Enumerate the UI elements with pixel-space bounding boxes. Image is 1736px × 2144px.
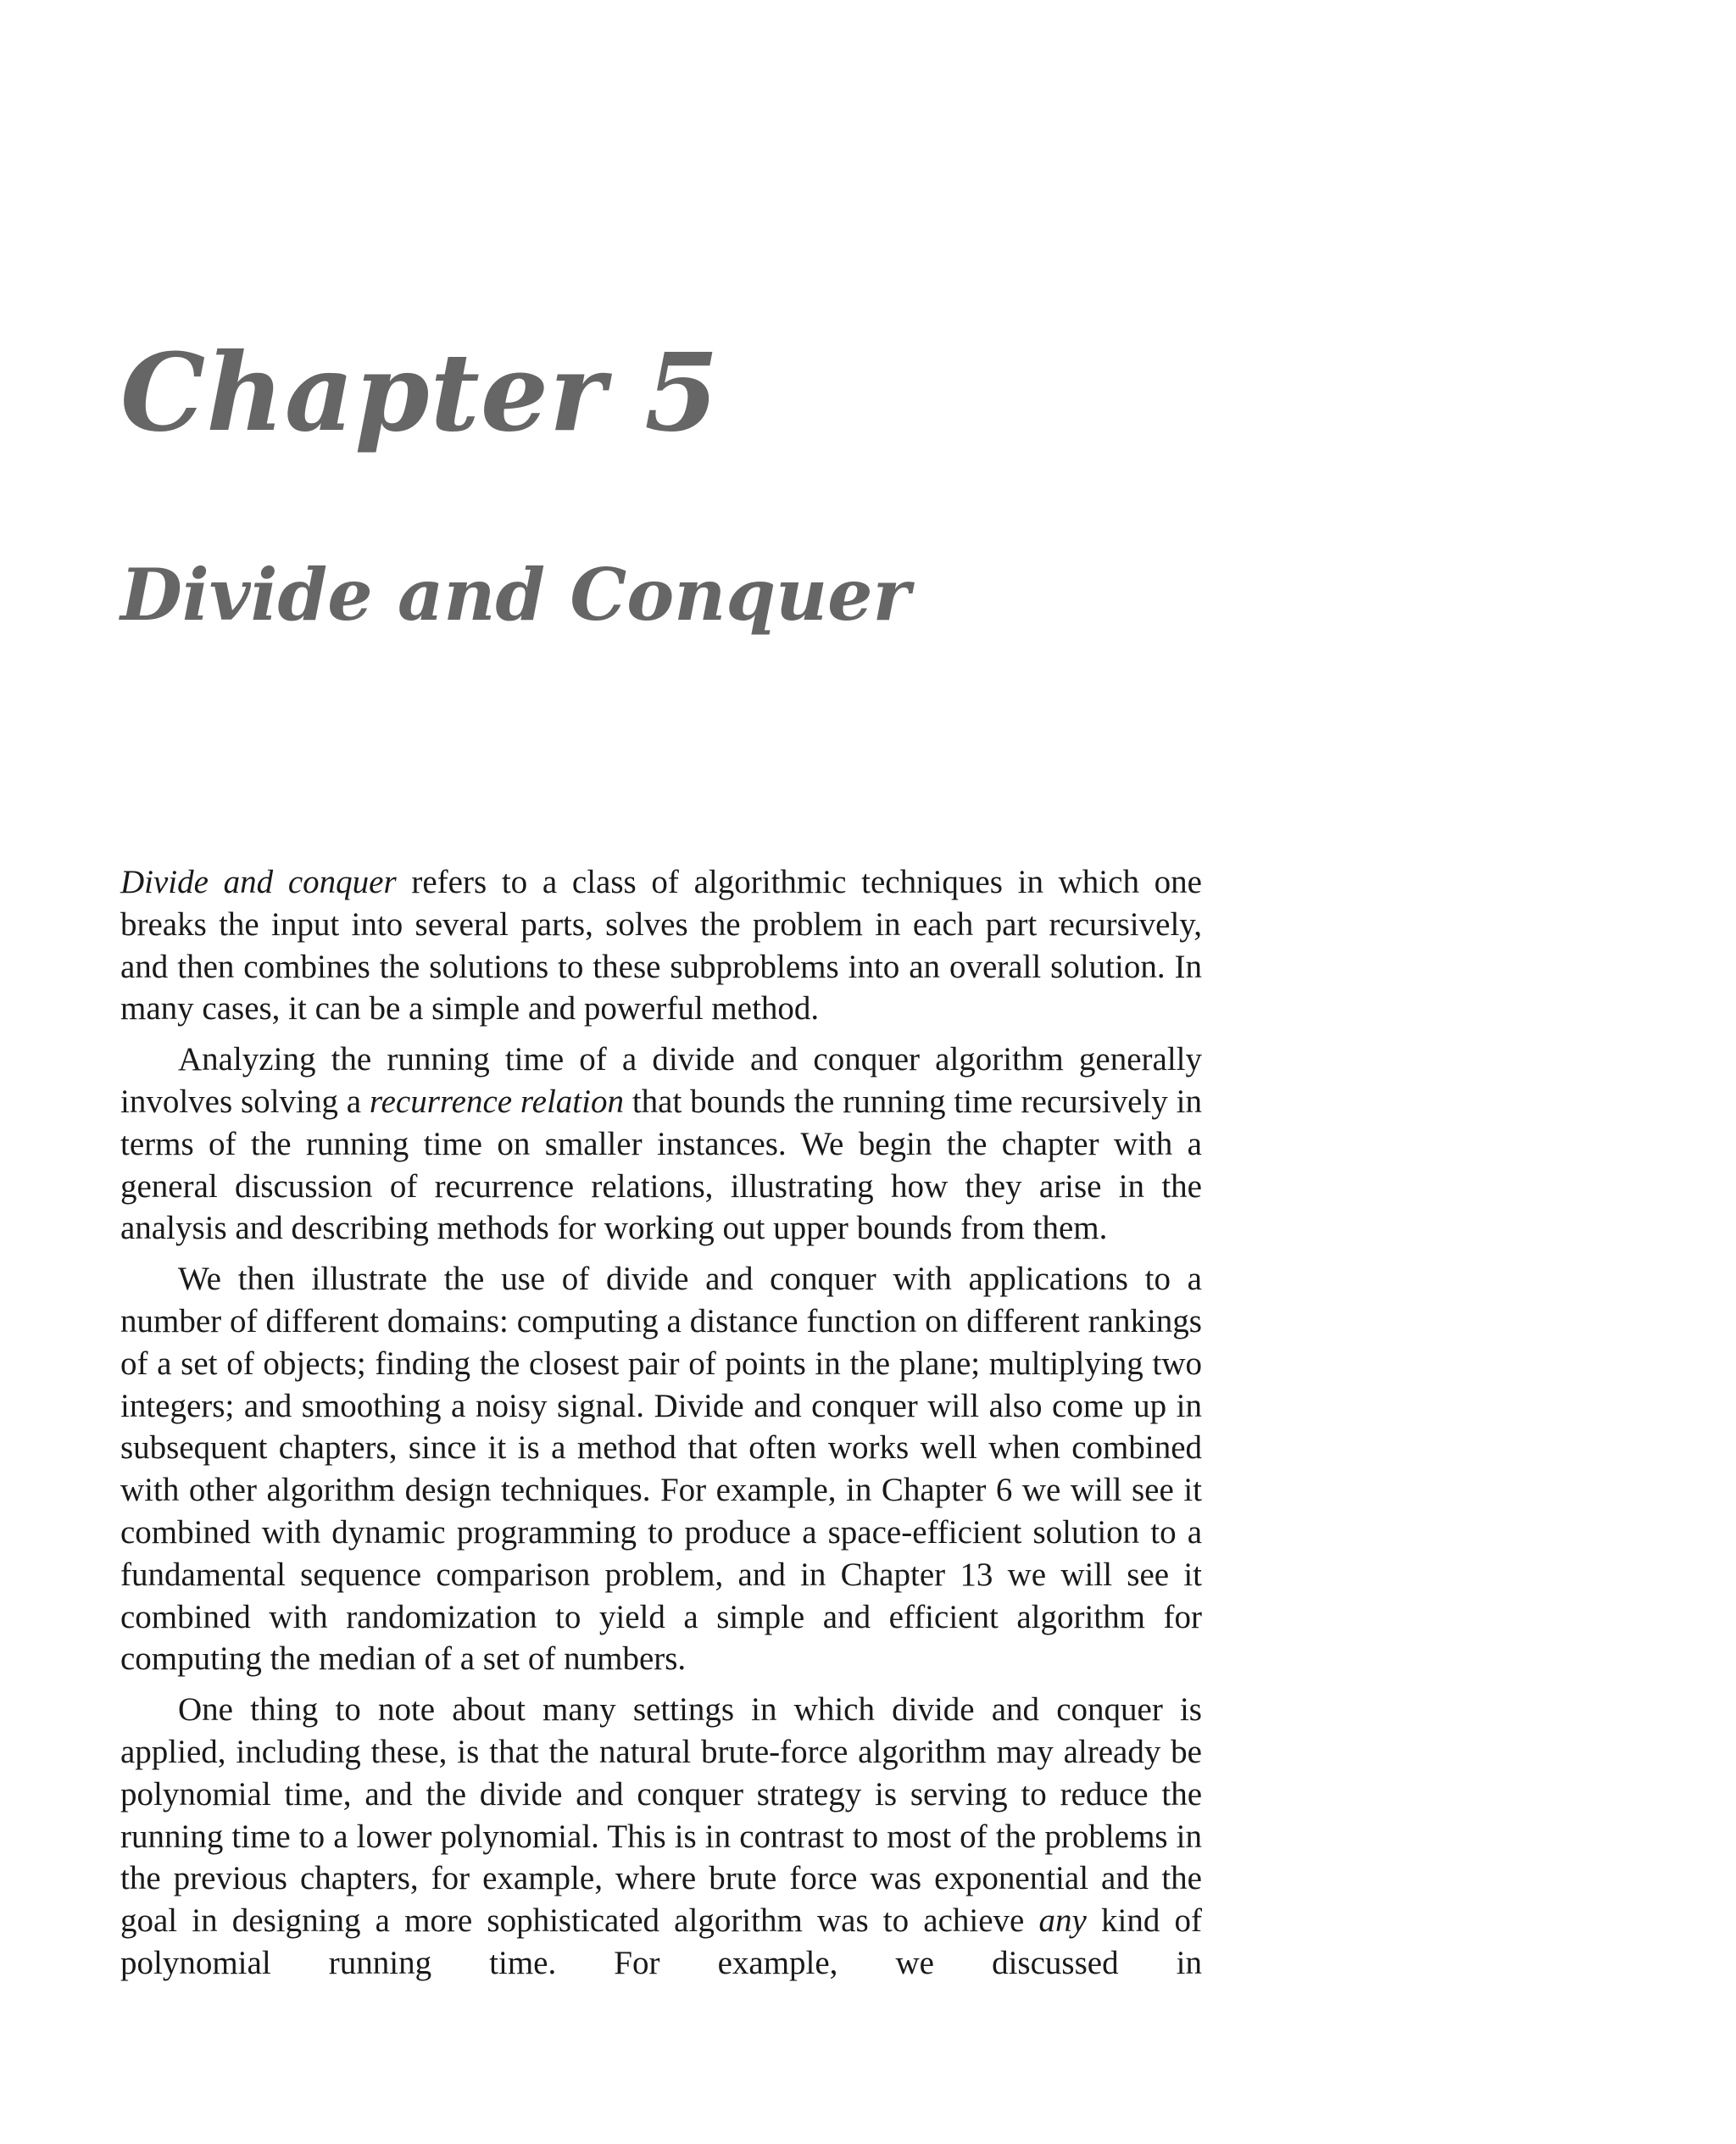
paragraph-intro xyxy=(120,861,1202,1030)
chapter-body xyxy=(120,861,1202,1993)
paragraph-applications xyxy=(120,1258,1202,1680)
emphasis-term: any xyxy=(1038,1902,1087,1940)
chapter-title-heading: Divide and Conquer xyxy=(120,553,910,637)
paragraph-recurrence xyxy=(120,1039,1202,1250)
paragraph-text: kind of polynomial running time. For example, we discussed in xyxy=(120,1902,1202,1981)
chapter-number-heading: Chapter 5 xyxy=(120,330,720,455)
emphasis-term: recurrence relation xyxy=(369,1083,624,1120)
paragraph-text: refers to a class of algorithmic techniques in which one breaks the input into several parts, solves the problem in each part recursively, and then combines the solutions to these subproblems into an overall solution. In many cases, it can be a simple and powerful method. xyxy=(120,864,1202,1027)
paragraph-text: We then illustrate the use of divide and conquer with applications to a number of different domains: computing a distance function on different rankings of a set of objects; finding the closest pair of points in the plane; multiplying two integers; and smoothing a noisy signal. Divide and conquer will also come up in subsequent chapters, since it is a method that often works well when combined with other algorithm design techniques. For example, in Chapter 6 we will see it combined with dynamic programming to produce a space-efficient solution to a fundamental sequence comparison problem, and in Chapter 13 we will see it combined with randomization to yield a simple and efficient algorithm for computing the median of a set of numbers. xyxy=(120,1261,1202,1678)
paragraph-polynomial xyxy=(120,1689,1202,1985)
emphasis-term: Divide and conquer xyxy=(120,864,397,900)
paragraph-text: that bounds the running time recursively in terms of the running time on smaller instances. We begin the chapter with a general discussion of recurrence relations, illustrating how they arise in the analysis and describing methods for working out upper bounds from them. xyxy=(120,1083,1203,1247)
paragraph-text: One thing to note about many settings in which divide and conquer is applied, including these, is that the natural brute-force algorithm may already be polynomial time, and the divide and conquer strategy is serving to reduce the running time to a lower polynomial. This is in contrast to most of the problems in the previous chapters, for example, where brute force was exponential and the goal in designing a more sophisticated algorithm was to achieve xyxy=(120,1691,1202,1940)
paragraph-text: Analyzing the running time of a divide and conquer algorithm generally involves solving a xyxy=(120,1041,1202,1120)
